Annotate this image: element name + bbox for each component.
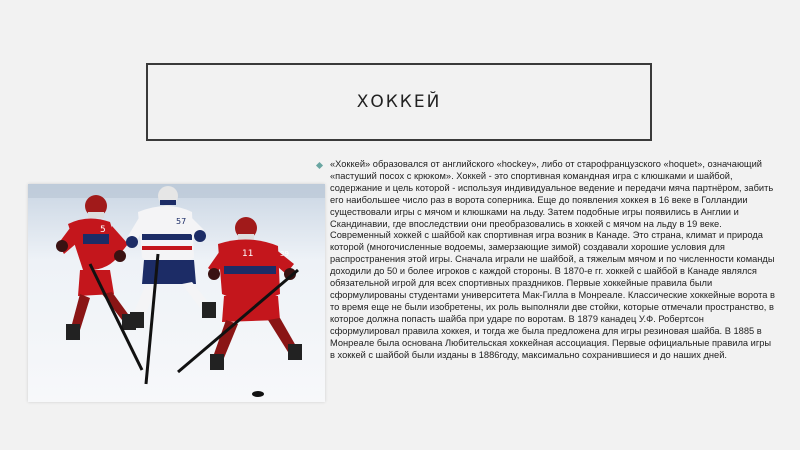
jersey-number-39: 39 [280,250,289,258]
slide-title: ХОККЕЙ [356,92,442,112]
jersey-number-5: 5 [100,225,106,235]
title-box [146,63,652,141]
bullet-marker [316,162,323,169]
hockey-photo [28,184,325,402]
hockey-players-illustration [28,184,325,402]
jersey-number-57: 57 [176,217,187,226]
jersey-number-11: 11 [242,249,254,259]
body-text: «Хоккей» образовался от английского «hockey», либо от старофранцузского «hoquet», означающий «пастуший посох с крюком». Хоккей - это спортивная командная игра с клюшками и шайбой, содержание и цель которой - используя индивидуальное ведение и передачи мяча партнёром, забить его наибольшее число раз в ворота соперника. Еще до появления хоккея в 16 веке в Голландии существовали игры с мячом и клюшками на льду. Затем подобные игры появились в Англии и Скандинавии, где впоследствии они преобразовались в хоккей с мячом на льду в 19 веке. Современный хоккей с шайбой как спортивная игра возник в Канаде. Это страна, климат и природа которой (многочисленные водоемы, замерзающие зимой) создавали хорошие условия для распространения этой игры. Сначала играли не шайбой, а тяжелым мячом и по численности команды доходили до 50 и более игроков с каждой стороны. В 1870-е гг. хоккей с шайбой в Канаде являлся обязательной игрой для всех спортивных праздников. Первые хоккейные правила были сформулированы студентами университета Мак-Гилла в Монреале. Классические хоккейные ворота в то время еще не были изобретены, их роль выполняли две стойки, которые отмечали пространство, в которое должна попасть шайба при ударе по воротам. В 1879 канадец У.Ф. Робертсон сформулировал правила хоккея, и тогда же была предложена для игры резиновая шайба. В 1885 в Монреале была основана Любительская хоккейная ассоциация. Первые официальные правила игры в хоккей с шайбой были изданы в 1886году, максимально сохранившиеся и до наших дней. [330,159,775,360]
puck [252,391,264,397]
